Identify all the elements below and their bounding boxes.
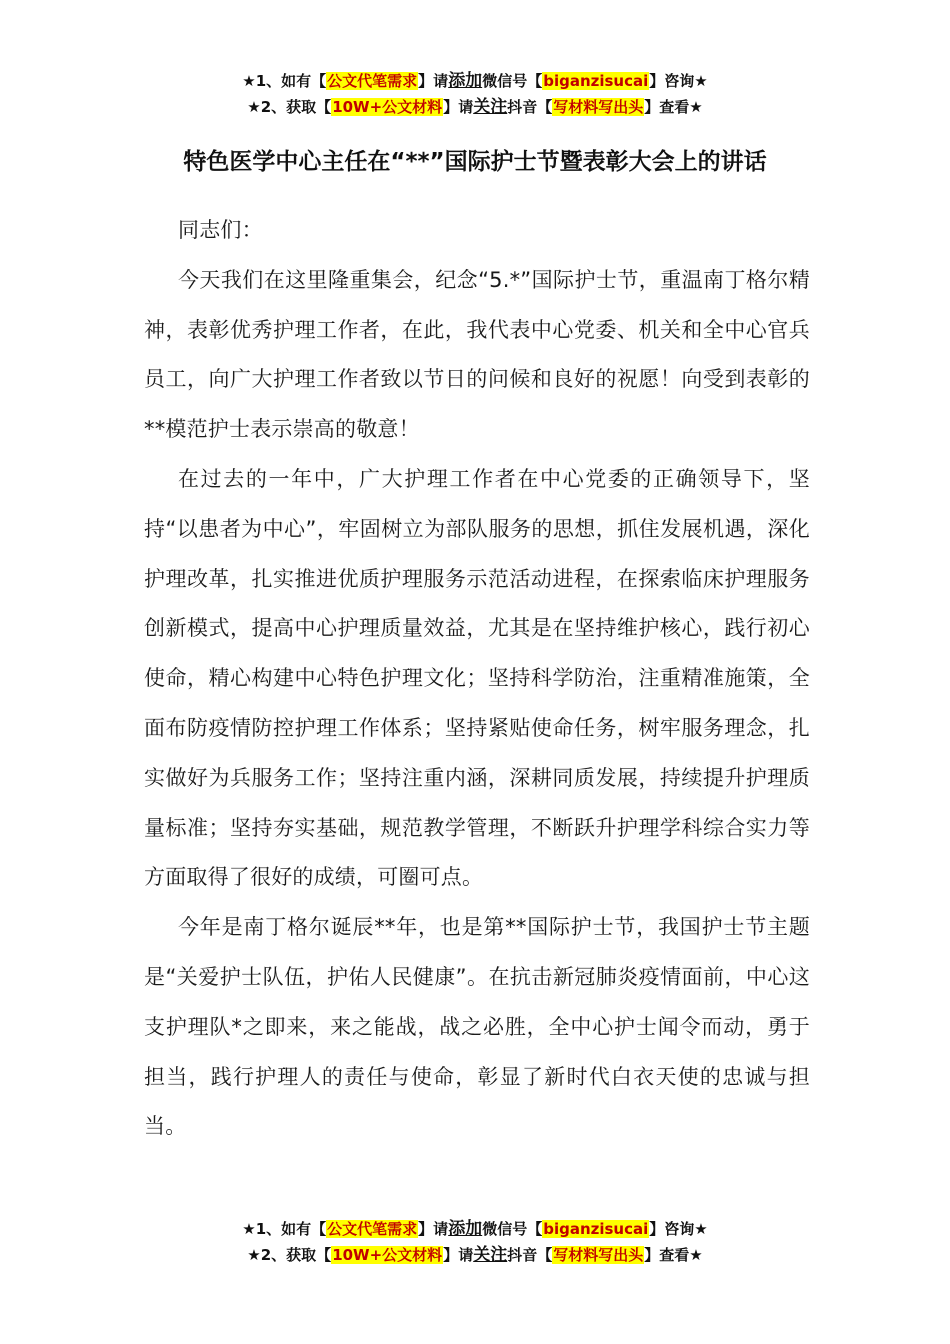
paragraph: 在过去的一年中，广大护理工作者在中心党委的正确领导下，坚持“以患者为中心”，牢固树立为部队服务的思想，抓住发展机遇，深化护理改革，扎实推进优质护理服务示范活动进程，在探索临床护理服务创新模式，提高中心护理质量效益，尤其是在坚持维护核心，践行初心使命，精心构建中心特色护理文化；坚持科学防治，注重精准施策，全面布防疫情防控护理工作体系；坚持紧贴使命任务，树牢服务理念，扎实做好为兵服务工作；坚持注重内涵，深耕同质发展，持续提升护理质量标准；坚持夯实基础，规范教学管理，不断跃升护理学科综合实力等方面取得了很好的成绩，可圈可点。 xyxy=(144,466,810,890)
footer-banner xyxy=(0,1216,950,1268)
banner-highlight: biganzisucai xyxy=(543,72,649,90)
banner-underline: 添加 xyxy=(448,1219,483,1239)
banner-line-2 xyxy=(0,94,950,120)
document-body xyxy=(144,206,810,1152)
banner-text: 微信号【 xyxy=(482,1220,543,1238)
banner-highlight: 10W+公文材料 xyxy=(332,1246,443,1264)
banner-text: ★1、如有【 xyxy=(242,1220,327,1238)
banner-text: 】请 xyxy=(418,1220,449,1238)
banner-text: 】请 xyxy=(418,72,449,90)
header-banner xyxy=(0,68,950,120)
banner-text: 】查看★ xyxy=(644,98,703,116)
paragraph-salutation: 同志们： xyxy=(178,218,263,242)
banner-line-2 xyxy=(0,1242,950,1268)
banner-highlight: 10W+公文材料 xyxy=(332,98,443,116)
banner-text: 】咨询★ xyxy=(649,1220,708,1238)
banner-line-1 xyxy=(0,1216,950,1242)
document-title: 特色医学中心主任在“**”国际护士节暨表彰大会上的讲话 xyxy=(183,149,767,175)
banner-text: ★1、如有【 xyxy=(242,72,327,90)
banner-text: 】请 xyxy=(443,98,474,116)
banner-underline: 关注 xyxy=(473,1245,508,1265)
banner-highlight: 写材料写出头 xyxy=(553,98,644,116)
banner-text: ★2、获取【 xyxy=(247,1246,332,1264)
banner-highlight: 写材料写出头 xyxy=(553,1246,644,1264)
paragraph: 今天我们在这里隆重集会，纪念“5.*”国际护士节，重温南丁格尔精神，表彰优秀护理工作者，在此，我代表中心党委、机关和全中心官兵员工，向广大护理工作者致以节日的问候和良好的祝愿！向受到表彰的**模范护士表示崇高的敬意！ xyxy=(144,267,810,442)
banner-text: 】查看★ xyxy=(644,1246,703,1264)
banner-text: 】请 xyxy=(443,1246,474,1264)
banner-text: 抖音【 xyxy=(507,1246,553,1264)
banner-underline: 添加 xyxy=(448,71,483,91)
paragraph: 今年是南丁格尔诞辰**年，也是第**国际护士节，我国护士节主题是“关爱护士队伍，护佑人民健康”。在抗击新冠肺炎疫情面前，中心这支护理队*之即来，来之能战，战之必胜，全中心护士闻令而动，勇于担当，践行护理人的责任与使命，彰显了新时代白衣天使的忠诚与担当。 xyxy=(144,915,810,1139)
banner-text: 抖音【 xyxy=(507,98,553,116)
banner-line-1 xyxy=(0,68,950,94)
banner-text: 微信号【 xyxy=(482,72,543,90)
banner-text: 】咨询★ xyxy=(649,72,708,90)
banner-highlight: 公文代笔需求 xyxy=(327,1220,418,1238)
banner-highlight: biganzisucai xyxy=(543,1220,649,1238)
banner-underline: 关注 xyxy=(473,97,508,117)
banner-highlight: 公文代笔需求 xyxy=(327,72,418,90)
banner-text: ★2、获取【 xyxy=(247,98,332,116)
